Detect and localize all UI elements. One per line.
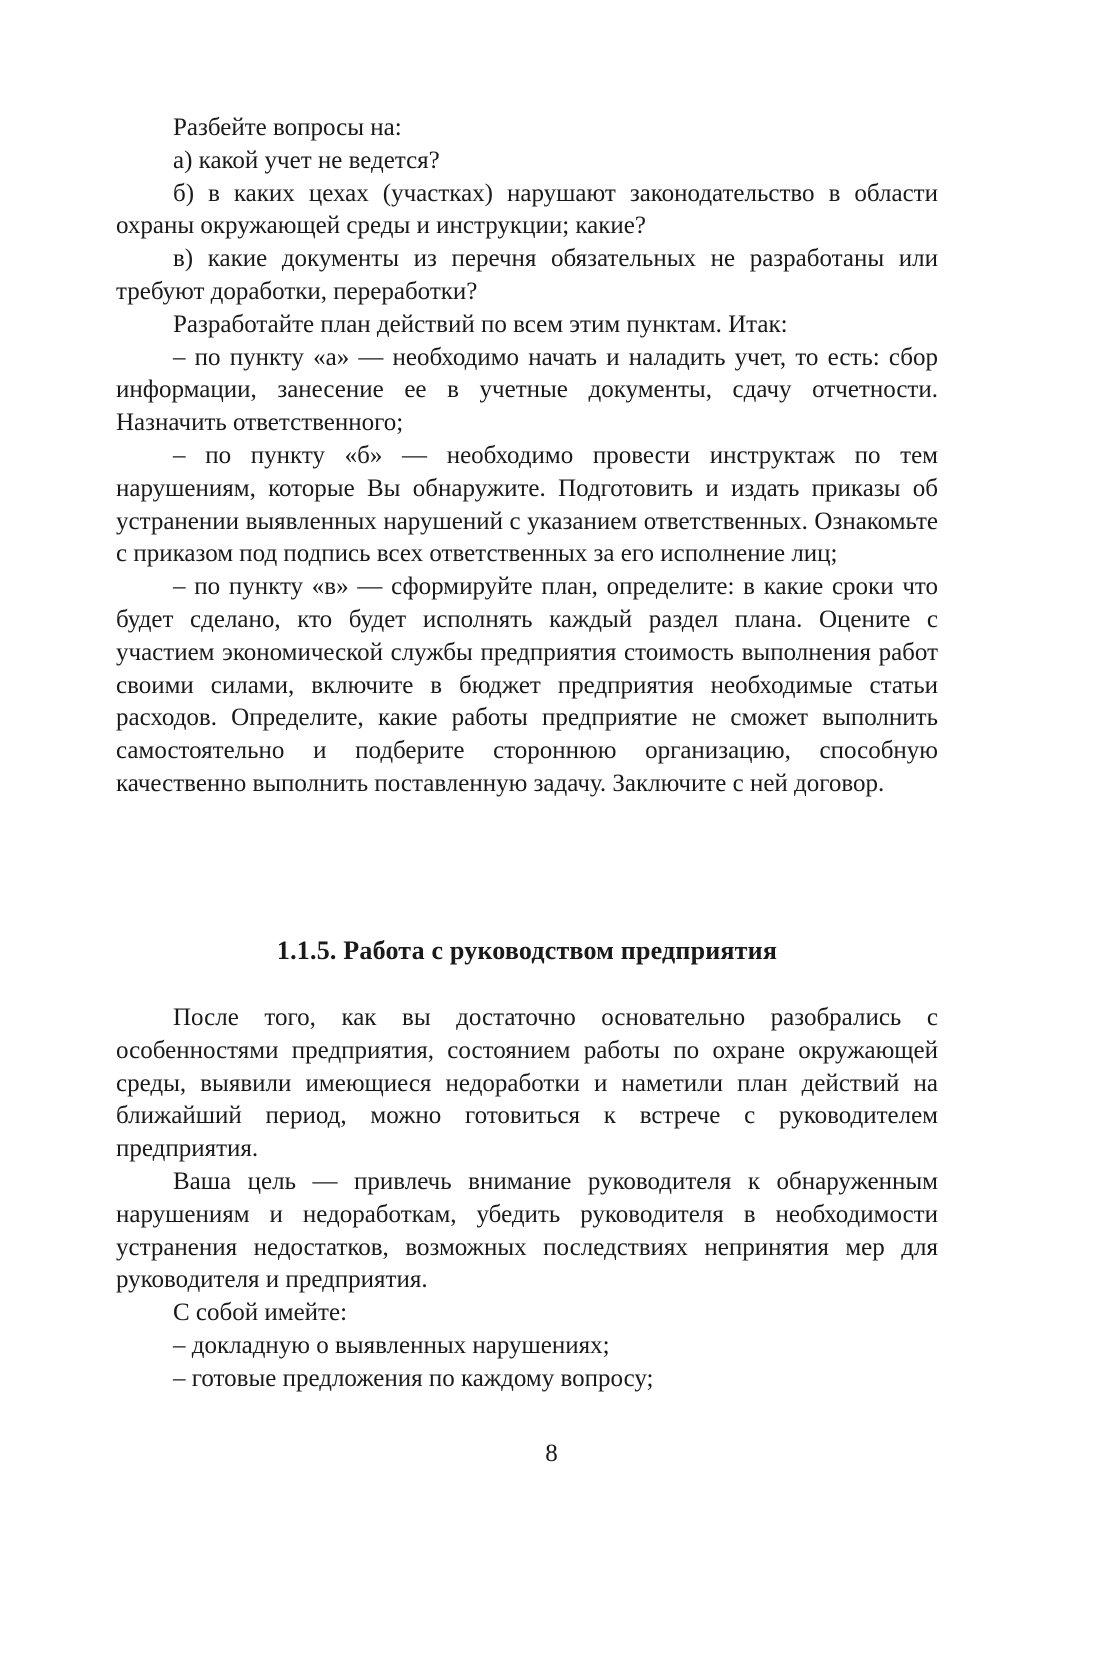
bottom-text-section [116,1002,938,1396]
top-text-section [116,112,938,801]
paragraph: б) в каких цехах (участках) нарушают законодательство в области охраны окружающей среды и инструкции; какие? [116,179,938,240]
paragraph: в) какие документы из перечня обязательных не разработаны или требуют доработки, переработки? [116,245,938,305]
paragraph: – по пункту «а» — необходимо начать и наладить учет, то есть: сбор информации, занесение ее в учетные документы, сдачу отчетности. Назначить ответственного; [116,343,938,437]
paragraph: Разработайте план действий по всем этим пунктам. Итак: [173,310,788,338]
paragraph: – по пункту «б» — необходимо провести инструктаж по тем нарушениям, которые Вы обнаружите. Подготовить и издать приказы об устранении выявленных нарушений с указанием ответственных. Ознакомьте с приказом под подпись всех ответственных за его исполнение лиц; [116,441,938,568]
paragraph: После того, как вы достаточно основательно разобрались с особенностями предприятия, состоянием работы по охране окружающей среды, выявили имеющиеся недоработки и наметили план действий на ближайший период, можно готовиться к встрече с руководителем предприятия. [116,1004,938,1163]
paragraph: Разбейте вопросы на: [173,114,402,141]
paragraph: – докладную о выявленных нарушениях; [173,1331,610,1359]
paragraph: а) какой учет не ведется? [173,146,440,174]
paragraph: – готовые предложения по каждому вопросу; [173,1364,654,1392]
paragraph: – по пункту «в» — сформируйте план, определите: в какие сроки что будет сделано, кто будет исполнять каждый раздел плана. Оцените с участием экономической службы предприятия стоимость выполнения работ своими силами, включите в бюджет предприятия необходимые статьи расходов. Определите, какие работы предприятие не сможет выполнить самостоятельно и подберите стороннюю организацию, способную качественно выполнить поставленную задачу. Заключите с ней договор. [116,573,938,797]
paragraph: Ваша цель — привлечь внимание руководителя к обнаруженным нарушениям и недоработкам, убедить руководителя в необходимости устранения недостатков, возможных последствиях непринятия мер для руководителя и предприятия. [116,1167,938,1294]
section-heading: 1.1.5. Работа с руководством предприятия [276,936,778,965]
page-number: 8 [545,1440,558,1467]
paragraph: С собой имейте: [173,1299,348,1327]
